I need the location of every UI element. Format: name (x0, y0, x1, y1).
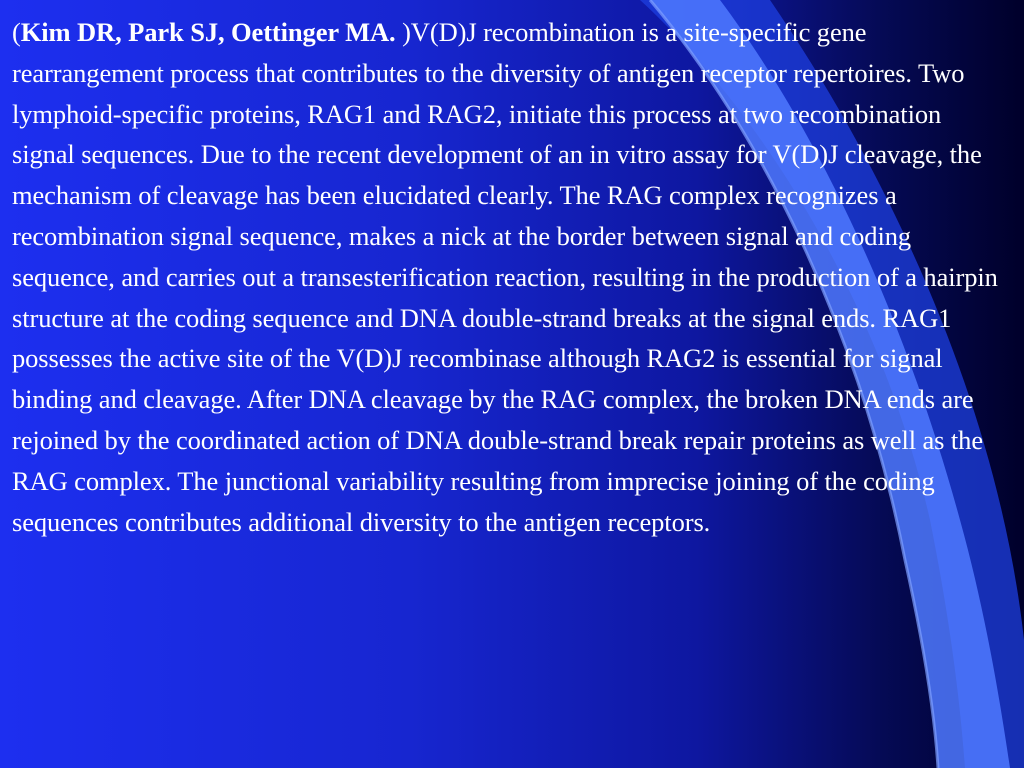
abstract-paragraph (12, 12, 1008, 542)
author-citation: Kim DR, Park SJ, Oettinger MA. (20, 17, 396, 47)
open-paren: ( (12, 17, 21, 47)
abstract-body: )V(D)J recombination is a site-specific gene rearrangement process that contributes to the diversity of antigen receptor repertoires. Two lymphoid-specific proteins, RAG1 and RAG2, initiate this process at two recombination signal sequences. Due to the recent development of an in vitro assay for V(D)J cleavage, the mechanism of cleavage has been elucidated clearly. The RAG complex recognizes a recombination signal sequence, makes a nick at the border between signal and coding sequence, and carries out a transesterification reaction, resulting in the production of a hairpin structure at the coding sequence and DNA double-strand breaks at the signal ends. RAG1 possesses the active site of the V(D)J recombinase although RAG2 is essential for signal binding and cleavage. After DNA cleavage by the RAG complex, the broken DNA ends are rejoined by the coordinated action of DNA double-strand break repair proteins as well as the RAG complex. The junctional variability resulting from imprecise joining of the coding sequences contributes additional diversity to the antigen receptors. (12, 17, 998, 537)
